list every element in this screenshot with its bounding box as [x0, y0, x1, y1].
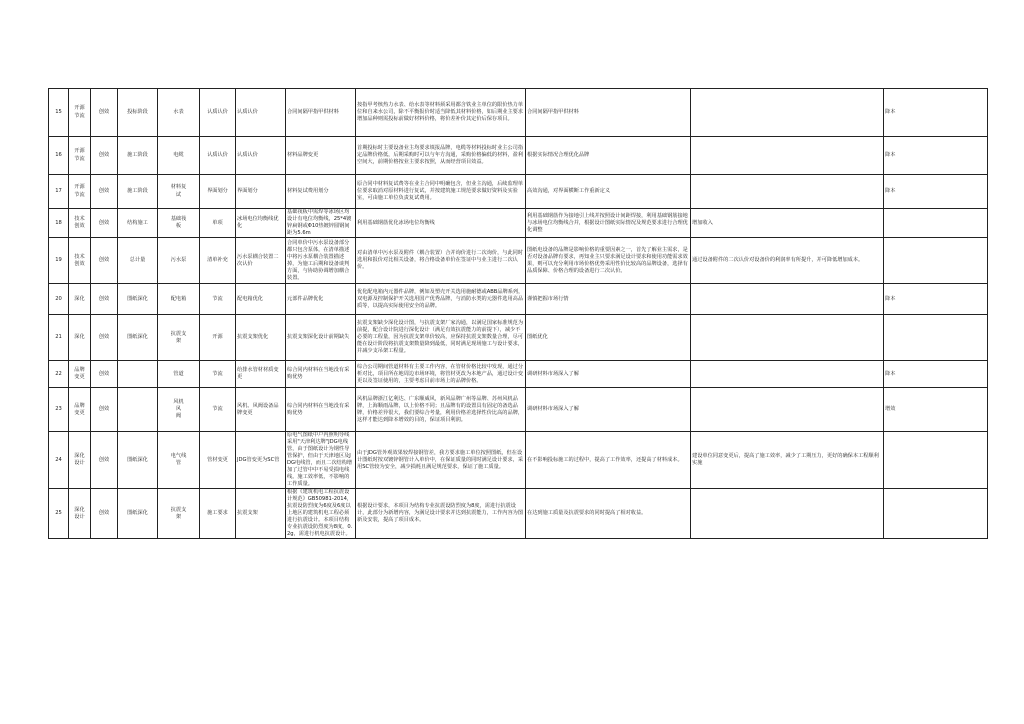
cell-orig: 合同间隔甲指甲供材料 — [286, 89, 356, 137]
cell-rev — [691, 89, 884, 137]
cell-item: 抗震支 架 — [158, 315, 200, 361]
cell-item: 配电箱 — [158, 284, 200, 315]
cell-note — [884, 238, 988, 284]
cell-type: 创效 — [91, 89, 118, 137]
cell-type: 创效 — [91, 238, 118, 284]
cell-cat: 开源 节流 — [69, 175, 91, 209]
cell-method: 节流 — [200, 284, 236, 315]
table-body — [49, 89, 988, 539]
cell-type: 创效 — [91, 388, 118, 432]
cell-plan: 由于JDG管外观效果较焊接钢管差，我方要求施工单位按照图纸，但在设计图纸时按双镀锌钢管计入单价中，在保证质量的同时满足设计要求，采用SC管较为安全，减少损耗且满足规范要求，保证了施工质量。 — [356, 432, 526, 489]
cell-method: 认质认价 — [200, 137, 236, 175]
cell-note: 降本 — [884, 89, 988, 137]
cell-plan: 综合公司期间管道材料有主要工作内容，在管材价格比较中发现，通过分析对比，项目所在地周边市场环境，将管材更改为本地产品，通过设计变更以及签证使用的，主要考虑目前市场上的品牌价格。 — [356, 361, 526, 388]
cell-stage — [118, 388, 158, 432]
cell-type: 创效 — [91, 137, 118, 175]
cell-method: 节流 — [200, 388, 236, 432]
cell-no: 21 — [49, 315, 69, 361]
cell-content: 配电箱优化 — [236, 284, 286, 315]
cell-stage: 投标阶段 — [118, 89, 158, 137]
cell-method: 管材变更 — [200, 432, 236, 489]
cell-no: 22 — [49, 361, 69, 388]
cell-cat: 品牌 变更 — [69, 388, 91, 432]
cell-plan: 原合同中材料复试费等在业主合同中明确包含，但业主沟通，后续监理单位要求取消对原材料进行复试，并按建筑施工规范要求做好资料及实验室，可由施工单位负责复试费用。 — [356, 175, 526, 209]
cell-cat: 技术 创效 — [69, 209, 91, 238]
cell-no: 16 — [49, 137, 69, 175]
cell-after: 图纸优化 — [526, 315, 691, 361]
cell-note — [884, 489, 988, 539]
cell-rev — [691, 315, 884, 361]
cell-note: 降本 — [884, 284, 988, 315]
cell-method: 界面划分 — [200, 175, 236, 209]
cell-content: JDG管变更为SC管 — [236, 432, 286, 489]
cell-cat: 开源 节流 — [69, 137, 91, 175]
cell-note: 降本 — [884, 175, 988, 209]
cell-content: 污水泵耦合装置二 次认价 — [236, 238, 286, 284]
cell-rev: 通过设备附件的二次认价对设备价的利润率有所提升，并可降低增加成本。 — [691, 238, 884, 284]
cell-type: 创效 — [91, 489, 118, 539]
cell-after: 合同间隔甲指甲供材料 — [526, 89, 691, 137]
table-row — [49, 361, 988, 388]
cell-after: 在不影响投标施工的过程中，提高了工作效率，还提高了材料成本。 — [526, 432, 691, 489]
cell-plan: 对由清单中污水泵及附件（耦合装置）合并询价进行二次询价，与此同时选用和报价对比相关设备，将合格设备单价在签证中与业主进行二次认价。 — [356, 238, 526, 284]
cost-saving-table — [48, 88, 967, 539]
cell-method: 节流 — [200, 361, 236, 388]
cell-item: 材料复 试 — [158, 175, 200, 209]
cell-rev — [691, 175, 884, 209]
cell-after: 在达到施工质量及抗震要求的同时提高了相对收益。 — [526, 489, 691, 539]
cell-type: 创效 — [91, 284, 118, 315]
cell-item: 电缆 — [158, 137, 200, 175]
cell-after: 图纸电设备的品牌是影响价格的重要因素之一，首先了解业主需求，是否对设备品牌有要求，再知业主只要求满足设计要求和使用功能需求效果，则可以充分利用市场价格优势采用性价比较高的品牌设备，选择有品质保障、价格合理的设备进行二次认价。 — [526, 238, 691, 284]
cell-cat: 深化 设计 — [69, 489, 91, 539]
cell-method: 认质认价 — [200, 89, 236, 137]
cell-item: 基础筏 板 — [158, 209, 200, 238]
cell-content: 抗震支架 — [236, 489, 286, 539]
cell-item: 抗震支 架 — [158, 489, 200, 539]
cell-after: 根据实际情况合理优化品牌 — [526, 137, 691, 175]
table-row — [49, 238, 988, 284]
cell-plan: 风机品牌浙江亿利达、广东顺威风，新风品牌广州等品牌、苏州风机品牌，上海顺雨品牌，以上价格不同；且品牌有的设置具有固定的备选品牌，价格差异很大，我们要综合考量，利用价格差选择性价比高的品牌，这样才能达到降本增效的目的，保证项目利润。 — [356, 388, 526, 432]
cell-after: 高效沟通，对界面横断工作重新定义 — [526, 175, 691, 209]
cell-content: 风机、风阀设备品 牌变更 — [236, 388, 286, 432]
cell-note — [884, 432, 988, 489]
cell-no: 18 — [49, 209, 69, 238]
cell-method: 单项 — [200, 209, 236, 238]
cell-item: 电气线 管 — [158, 432, 200, 489]
cell-no: 25 — [49, 489, 69, 539]
cell-item: 风机 风 阀 — [158, 388, 200, 432]
cell-stage: 图纸深化 — [118, 284, 158, 315]
cell-rev — [691, 361, 884, 388]
cell-orig: 综合同内材料在当地没有采购优势 — [286, 361, 356, 388]
cell-content: 认质认价 — [236, 137, 286, 175]
cell-orig: 综合同内材料在当地没有采购优势 — [286, 388, 356, 432]
cell-orig: 抗震支架深化设计前期缺失 — [286, 315, 356, 361]
cell-plan: 首期投标时主要设备业主均要求填报品牌，电缆等材料投标时业主公司指定品牌价格低，后期采购时可以与年方沟通，采购价格偏低的材料，盈利空间大，前期价格按业主要求按照，从而经营项目效益。 — [356, 137, 526, 175]
cell-stage: 结构施工 — [118, 209, 158, 238]
table-row — [49, 137, 988, 175]
cell-orig: 材料品牌变更 — [286, 137, 356, 175]
cell-note: 降本 — [884, 137, 988, 175]
cell-item: 管道 — [158, 361, 200, 388]
table-row — [49, 315, 988, 361]
cell-method: 施工要求 — [200, 489, 236, 539]
cell-orig: 元部件品牌优化 — [286, 284, 356, 315]
cell-orig: 基础筏板中需焊等冰场区均设计有电位均衡线，25*4镀锌扁钢或Φ10热镀锌圆钢间距为5.6m — [286, 209, 356, 238]
cell-method: 清单补充 — [200, 238, 236, 284]
cell-after: 谨慎把握市场行情 — [526, 284, 691, 315]
measures-table — [48, 88, 988, 539]
cell-plan: 按指甲考核热力水表、给水表等材料须采用都含铁业主单位的限价热力单位和自来水公司，除不平衡报价时适当降低其材料价格，如后期业主要求增加品种则需投标前做好材料价格，将价差补价其定价后保存项目。 — [356, 89, 526, 137]
cell-plan: 利用基础钢筋优化冰场电位均衡线 — [356, 209, 526, 238]
table-row — [49, 175, 988, 209]
cell-rev — [691, 284, 884, 315]
cell-no: 15 — [49, 89, 69, 137]
cell-stage: 施工阶段 — [118, 137, 158, 175]
cell-note — [884, 315, 988, 361]
cell-type: 创效 — [91, 175, 118, 209]
cell-cat: 品牌 变更 — [69, 361, 91, 388]
cell-cat: 技术 创效 — [69, 238, 91, 284]
cell-content: 冰场电位均衡线优 化 — [236, 209, 286, 238]
cell-no: 19 — [49, 238, 69, 284]
cell-cat: 开源 节流 — [69, 89, 91, 137]
table-row — [49, 432, 988, 489]
cell-note — [884, 209, 988, 238]
cell-content: 抗震支架优化 — [236, 315, 286, 361]
cell-note: 降本 — [884, 361, 988, 388]
cell-orig: 合同单价中污水泵设备部分都只包含泵体，在清单描述中将污水泵耦合装置描述掉，为施工后期和设备谈判方面，与协助协调增加耦合装置。 — [286, 238, 356, 284]
cell-stage: 图纸深化 — [118, 315, 158, 361]
cell-method: 开源 — [200, 315, 236, 361]
table-row — [49, 209, 988, 238]
cell-no: 20 — [49, 284, 69, 315]
cell-item: 水表 — [158, 89, 200, 137]
cell-stage: 图纸深化 — [118, 432, 158, 489]
cell-type: 创效 — [91, 361, 118, 388]
cell-plan: 抗震支架缺少深化设计图，与抗震支架厂家沟通，以满足国家标准规范为前提，配合设计院进行深化设计（满足有效抗震能力的前提下），减少不必要的工程量，因为抗震支架单价较高，应保持抗震支架数量合理，尽可能在设计阶段将抗震支架数量降到最低，同时满足现场施工与设计要求，并减少支吊架工程量。 — [356, 315, 526, 361]
cell-rev: 建设单位同意变更后，提高了施工效率，减少了工期压力，更好的确保本工程顺利实施 — [691, 432, 884, 489]
cell-stage: 施工阶段 — [118, 175, 158, 209]
cell-content: 界面划分 — [236, 175, 286, 209]
cell-no: 24 — [49, 432, 69, 489]
cell-plan: 优化配电箱内元器件品牌，例如及塑壳开关选用施耐德或ABB品牌系列，双电源及控制保护开关选用国产优秀品牌，与消防水类的元器件选用高品质等，以提高实际使用安全的品牌。 — [356, 284, 526, 315]
cell-rev — [691, 137, 884, 175]
table-row — [49, 89, 988, 137]
cell-stage: 总计量 — [118, 238, 158, 284]
cell-note: 增效 — [884, 388, 988, 432]
cell-after: 调研材料市场深入了解 — [526, 388, 691, 432]
cell-rev — [691, 388, 884, 432]
cell-plan: 根据设计要求，本项目为结构专业抗震设防烈度为8度，需进行抗震设计，此部分为新增内容，为满足设计要求并达到抗震能力，工作内容为图新及安装，提高了项目成本。 — [356, 489, 526, 539]
cell-orig: 原电气图纸中户内照明导线采用"天津利达牌"JDG电线管，由于图纸设计为钢性导管保护，但由于天津地区及JDG电线管，而且二次结构增加了过管中中不易受损电线线。施工效率低，不影响的工作质量。 — [286, 432, 356, 489]
cell-stage — [118, 361, 158, 388]
cell-content: 给排水管材材质变 更 — [236, 361, 286, 388]
cell-orig: 材料复试费用划分 — [286, 175, 356, 209]
cell-type: 创效 — [91, 315, 118, 361]
table-row — [49, 388, 988, 432]
cell-rev — [691, 489, 884, 539]
cell-after: 调研材料市场深入了解 — [526, 361, 691, 388]
cell-cat: 深化 — [69, 284, 91, 315]
cell-cat: 深化 — [69, 315, 91, 361]
table-row — [49, 489, 988, 539]
cell-rev: 增加收入 — [691, 209, 884, 238]
cell-no: 23 — [49, 388, 69, 432]
cell-orig: 根据《建筑机电工程抗震设计规范》GB50981-2014，抗震设防烈度为6度及6度以上地区的建筑机电工程必须进行抗震设计。本项目结构专业抗震设防烈度为8度，0.2g，需进行机电抗震设计。 — [286, 489, 356, 539]
cell-type: 创效 — [91, 209, 118, 238]
cell-item: 污水泵 — [158, 238, 200, 284]
cell-type: 创效 — [91, 432, 118, 489]
cell-cat: 深化 设计 — [69, 432, 91, 489]
cell-no: 17 — [49, 175, 69, 209]
cell-content: 认质认价 — [236, 89, 286, 137]
cell-after: 利用基础钢筋作为接地引上线并按照设计间距焊接，利用基础钢筋接地与冰场电位均衡线合并，根据设计图纸实际情况及规范要求进行合理优化调整 — [526, 209, 691, 238]
table-row — [49, 284, 988, 315]
cell-stage: 图纸深化 — [118, 489, 158, 539]
